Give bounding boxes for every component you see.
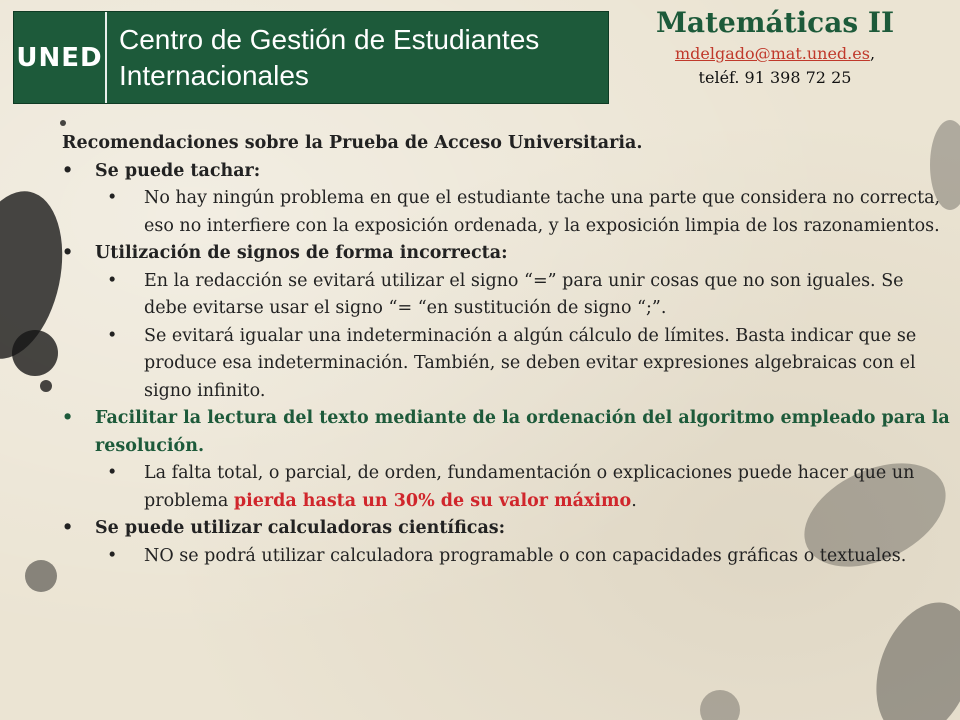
logo-text: UNED: [16, 42, 103, 73]
section-lectura-title: • Facilitar la lectura del texto mediante de la ordenación del algoritmo empleado para la resolución.: [62, 405, 952, 460]
section-tachar-title: • Se puede tachar:: [62, 158, 952, 186]
uned-logo: [14, 12, 107, 103]
course-info: [615, 4, 935, 90]
tachar-bullet: • No hay ningún problema en que el estudiante tache una parte que considera no correcta, eso no interfiere con la exposición ordenada, y la exposición limpia de los razonamientos.: [62, 185, 952, 240]
calculadoras-bullet: • NO se podrá utilizar calculadora programable o con capacidades gráficas o textuales.: [62, 543, 952, 571]
email-comma: ,: [869, 44, 876, 63]
section-heading: Recomendaciones sobre la Prueba de Acceso Universitaria.: [62, 133, 643, 153]
lectura-highlight: pierda hasta un 30% de su valor máximo: [233, 490, 632, 511]
center-name: Centro de Gestión de Estudiantes Internacionales: [119, 24, 540, 91]
section-signos-title: • Utilización de signos de forma incorrecta:: [62, 240, 952, 268]
phone-number: teléf. 91 398 72 25: [698, 68, 852, 87]
header-banner: [13, 11, 609, 104]
email-link[interactable]: mdelgado@mat.uned.es: [674, 44, 870, 63]
lectura-text: La falta total, o parcial, de orden, fundamentación o explicaciones puede hacer que un problema: [144, 463, 915, 511]
lectura-end: .: [631, 490, 637, 511]
section-calculadoras-title: • Se puede utilizar calculadoras científicas:: [62, 515, 952, 543]
signos-bullet-1: • En la redacción se evitará utilizar el signo “=” para unir cosas que no son iguales. Se debe evitarse usar el signo “= “en sustitución de signo “;”.: [62, 268, 952, 323]
lectura-bullet: [62, 460, 952, 515]
course-title: Matemáticas II: [655, 6, 895, 39]
recommendations-body: [62, 130, 952, 570]
signos-bullet-2: • Se evitará igualar una indeterminación a algún cálculo de límites. Basta indicar que se produce esa indeterminación. También, se deben evitar expresiones algebraicas con el signo infinito.: [62, 323, 952, 406]
